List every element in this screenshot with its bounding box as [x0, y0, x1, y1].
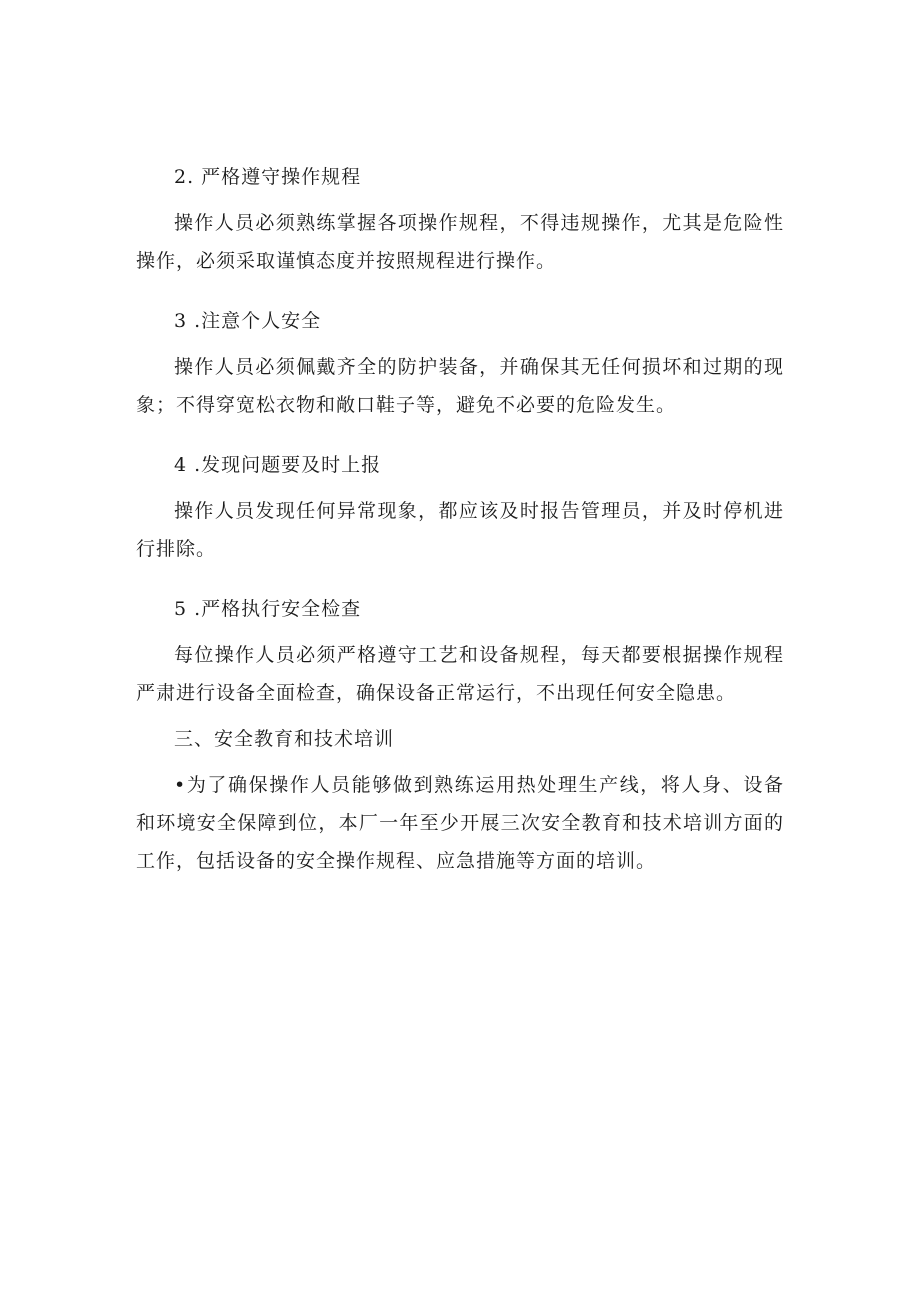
section-paragraph-2: 操作人员必须熟练掌握各项操作规程，不得违规操作，尤其是危险性操作，必须采取谨慎态度并按照规程进行操作。 [136, 212, 784, 272]
document-body [136, 158, 784, 880]
section-heading-3: 3 .注意个人安全 [174, 310, 322, 332]
section-heading-4: 4 .发现问题要及时上报 [174, 454, 382, 476]
section-heading-2: 2. 严格遵守操作规程 [174, 166, 362, 188]
section-paragraph-5: 每位操作人员必须严格遵守工艺和设备规程，每天都要根据操作规程严肃进行设备全面检查，确保设备正常运行，不出现任何安全隐患。 [136, 644, 784, 704]
section-heading-5: 5 .严格执行安全检查 [174, 598, 362, 620]
section-paragraph-4: 操作人员发现任何异常现象，都应该及时报告管理员，并及时停机进行排除。 [136, 500, 784, 560]
section-paragraph-3: 操作人员必须佩戴齐全的防护装备，并确保其无任何损坏和过期的现象；不得穿宽松衣物和敞口鞋子等，避免不必要的危险发生。 [136, 356, 784, 416]
chapter-paragraph-three: •为了确保操作人员能够做到熟练运用热处理生产线，将人身、设备和环境安全保障到位，本厂一年至少开展三次安全教育和技术培训方面的工作，包括设备的安全操作规程、应急措施等方面的培训。 [136, 774, 784, 872]
chapter-heading-three: 三、安全教育和技术培训 [174, 728, 395, 750]
